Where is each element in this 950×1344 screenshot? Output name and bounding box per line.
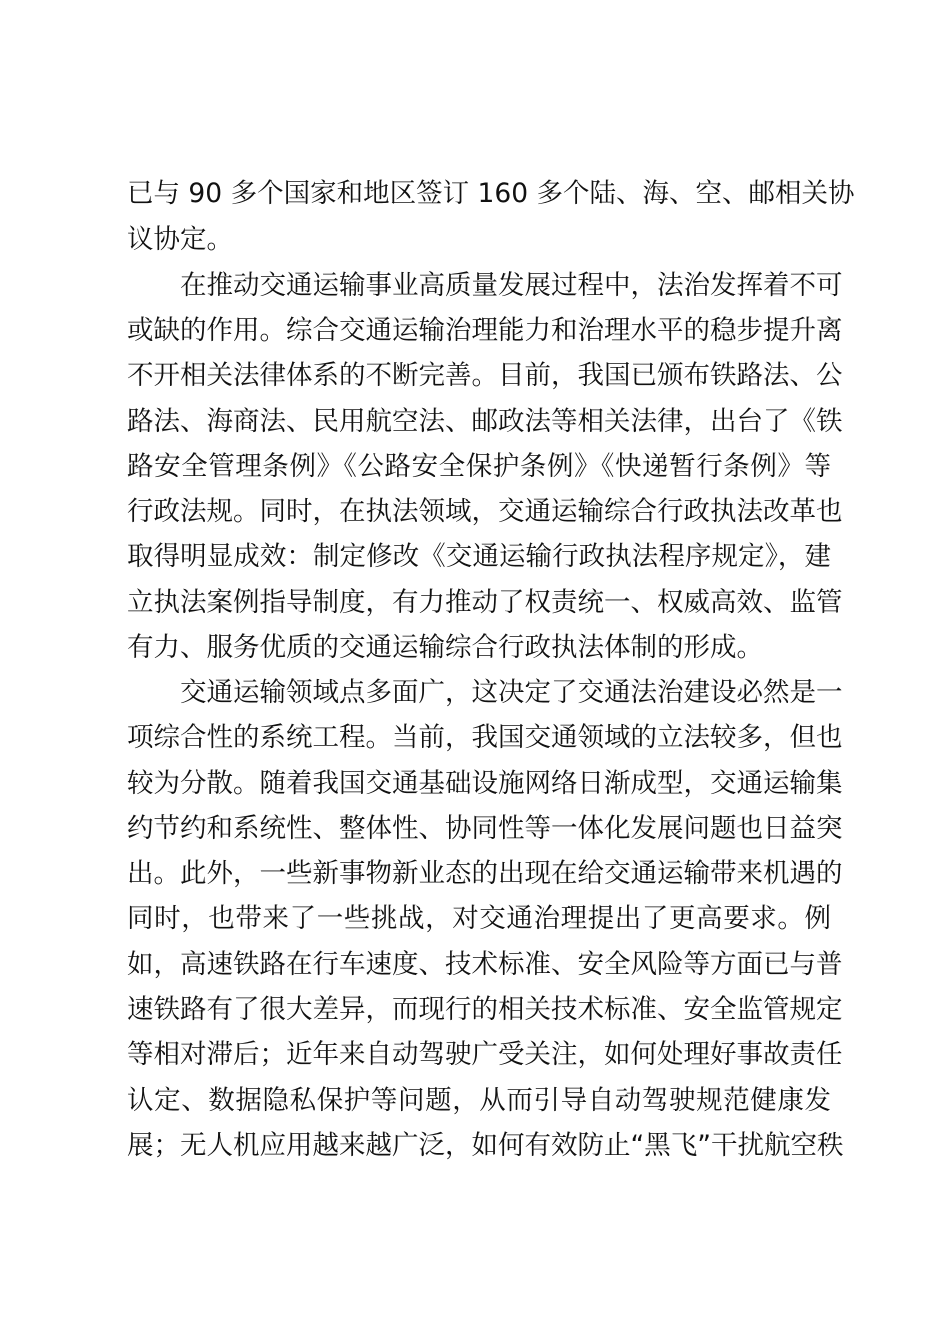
text-line: 出。此外，一些新事物新业态的出现在给交通运输带来机遇的 bbox=[127, 858, 843, 889]
text-line: 议协定。 bbox=[127, 224, 233, 255]
text-line: 行政法规。同时，在执法领域，交通运输综合行政执法改革也 bbox=[127, 496, 843, 527]
text-line: 路安全管理条例》《公路安全保护条例》《快递暂行条例》等 bbox=[127, 451, 831, 482]
text-line: 约节约和系统性、整体性、协同性等一体化发展问题也日益突 bbox=[127, 813, 843, 844]
text-line: 等相对滞后；近年来自动驾驶广受关注，如何处理好事故责任 bbox=[127, 1039, 843, 1070]
text-line: 较为分散。随着我国交通基础设施网络日渐成型，交通运输集 bbox=[127, 768, 843, 799]
text-line: 取得明显成效：制定修改《交通运输行政执法程序规定》，建 bbox=[127, 541, 831, 572]
text-line: 有力、服务优质的交通运输综合行政执法体制的形成。 bbox=[127, 632, 763, 663]
text-line: 同时，也带来了一些挑战，对交通治理提出了更高要求。例 bbox=[127, 903, 831, 934]
text-line: 如，高速铁路在行车速度、技术标准、安全风险等方面已与普 bbox=[127, 949, 843, 980]
text-line: 不开相关法律体系的不断完善。目前，我国已颁布铁路法、公 bbox=[127, 360, 843, 391]
text-line: 速铁路有了很大差异，而现行的相关技术标准、安全监管规定 bbox=[127, 994, 843, 1025]
text-line: 交通运输领域点多面广，这决定了交通法治建设必然是一 bbox=[180, 677, 843, 708]
text-line: 已与 90 多个国家和地区签订 160 多个陆、海、空、邮相关协 bbox=[127, 178, 855, 209]
text-line: 在推动交通运输事业高质量发展过程中，法治发挥着不可 bbox=[180, 270, 843, 301]
text-line: 路法、海商法、民用航空法、邮政法等相关法律，出台了《铁 bbox=[127, 406, 843, 437]
text-line: 认定、数据隐私保护等问题，从而引导自动驾驶规范健康发 bbox=[127, 1085, 831, 1116]
text-line: 展；无人机应用越来越广泛，如何有效防止“黑飞”干扰航空秩 bbox=[127, 1130, 844, 1161]
text-line: 立执法案例指导制度，有力推动了权责统一、权威高效、监管 bbox=[127, 587, 843, 618]
text-line: 项综合性的系统工程。当前，我国交通领域的立法较多，但也 bbox=[127, 722, 843, 753]
text-line: 或缺的作用。综合交通运输治理能力和治理水平的稳步提升离 bbox=[127, 315, 843, 346]
